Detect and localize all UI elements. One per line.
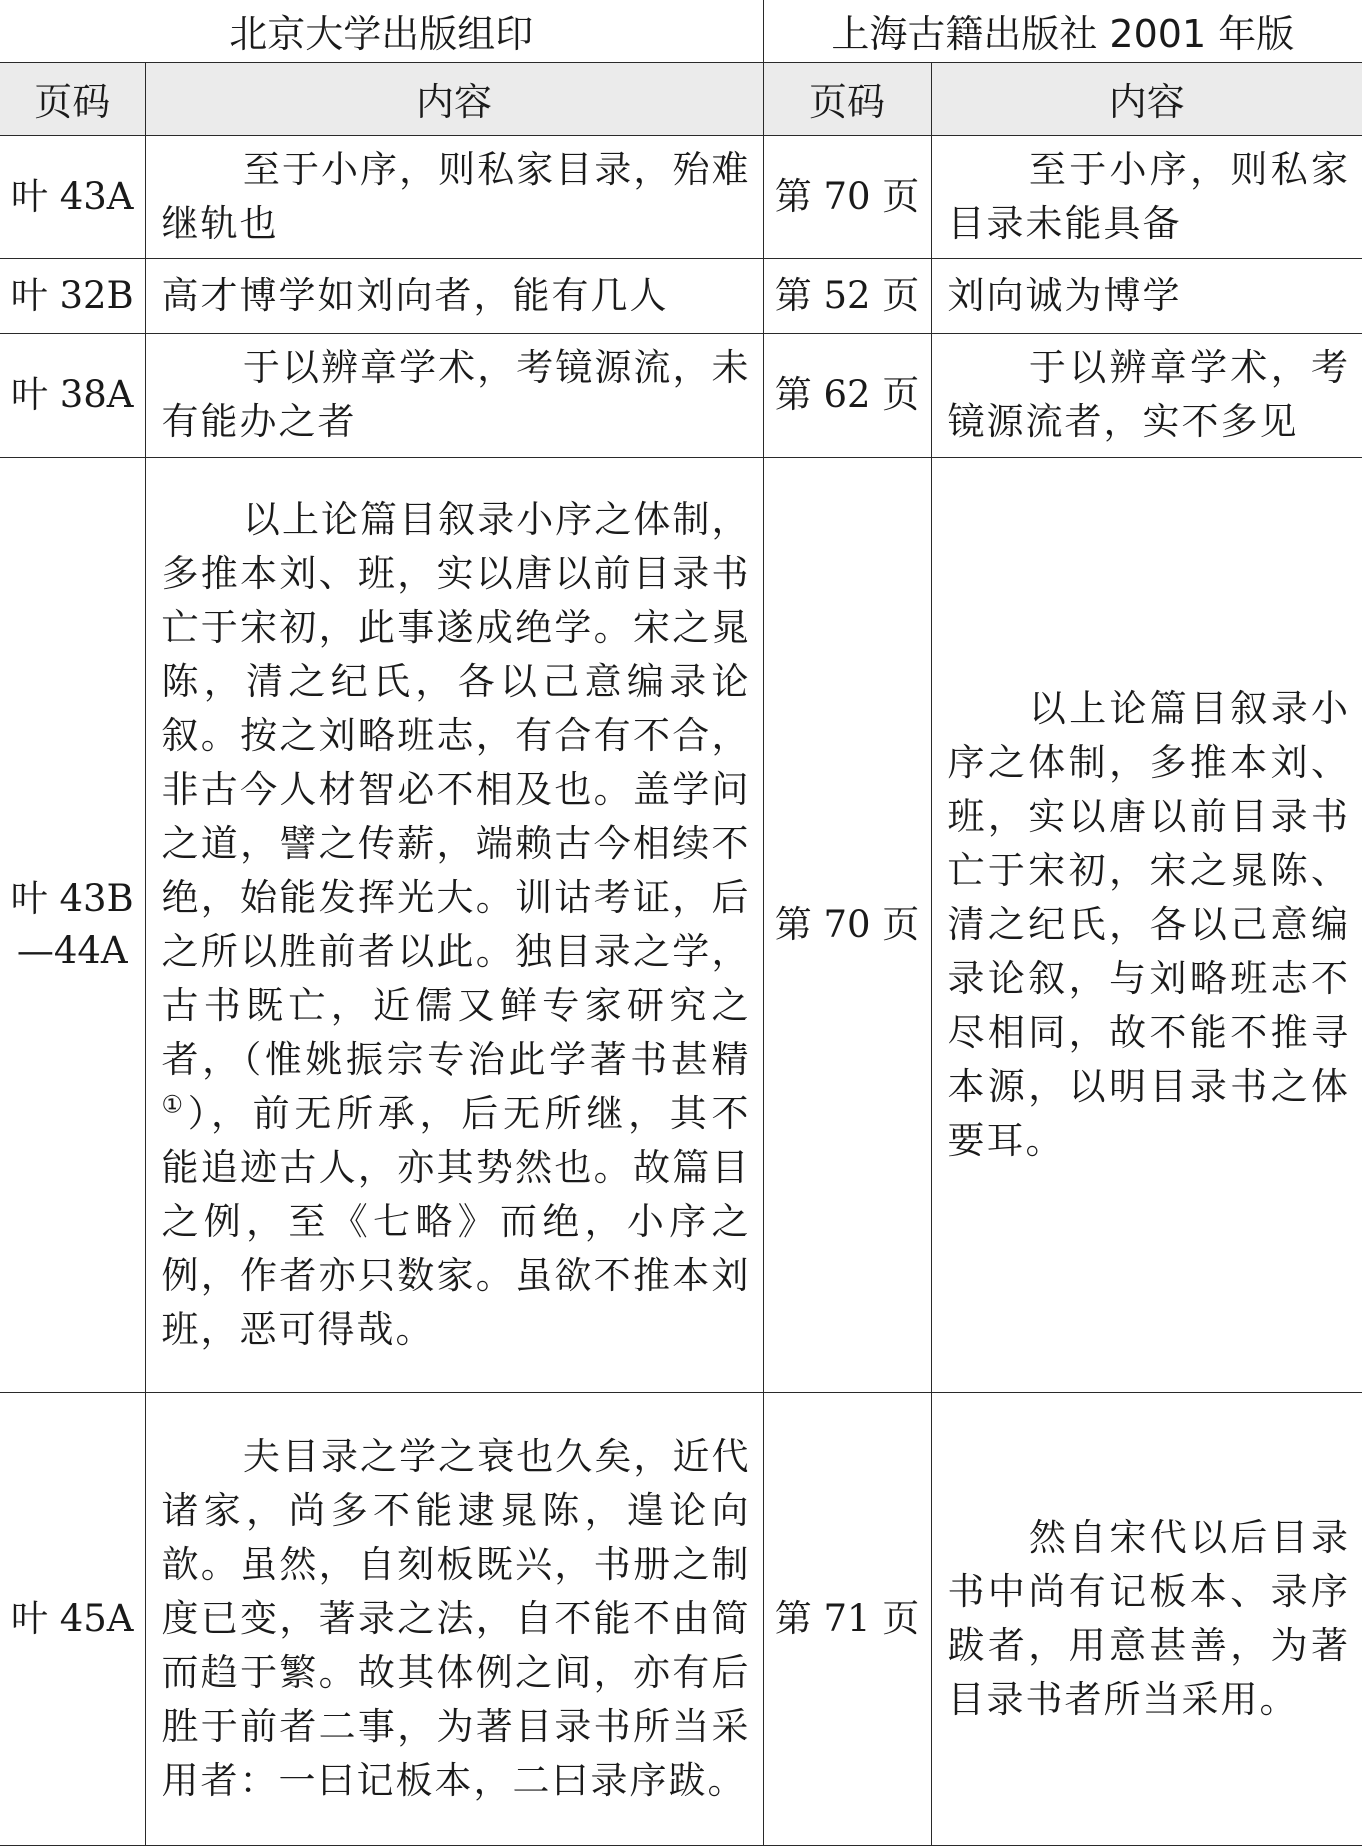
- right-content-cell: 于以辨章学术，考镜源流者，实不多见: [931, 333, 1362, 457]
- table-row: [0, 258, 1362, 333]
- left-page-cell: 叶 38A: [0, 333, 145, 457]
- left-page-cell: 叶 43A: [0, 135, 145, 258]
- header-row-groups: [0, 0, 1362, 62]
- left-page-cell: 叶 32B: [0, 258, 145, 333]
- right-content-cell: 以上论篇目叙录小序之体制，多推本刘、班，实以唐以前目录书亡于宋初，宋之晁陈、清之纪氏，各以己意编录论叙，与刘略班志不尽相同，故不能不推寻本源，以明目录书之体要耳。: [931, 457, 1362, 1392]
- left-content-part-b: ），前无所承，后无所继，其不能追迹古人，亦其势然也。故篇目之例，至《七略》而绝，小序之例，作者亦只数家。虽欲不推本刘班，恶可得哉。: [161, 1091, 751, 1351]
- header-left-content: 内容: [145, 62, 763, 135]
- header-left-page: 页码: [0, 62, 145, 135]
- header-left-edition: 北京大学出版组印: [0, 0, 763, 62]
- left-content-cell: 至于小序，则私家目录，殆难继轨也: [145, 135, 763, 258]
- header-right-page: 页码: [763, 62, 931, 135]
- right-page-cell: 第 52 页: [763, 258, 931, 333]
- left-page-line2: —44A: [16, 928, 128, 972]
- header-right-content: 内容: [931, 62, 1362, 135]
- right-page-cell: 第 70 页: [763, 135, 931, 258]
- table-row: [0, 457, 1362, 1392]
- table-row: [0, 1392, 1362, 1845]
- table-row: [0, 135, 1362, 258]
- left-content-cell: 高才博学如刘向者，能有几人: [145, 258, 763, 333]
- left-content-cell: 夫目录之学之衰也久矣，近代诸家，尚多不能逮晁陈，遑论向歆。虽然，自刻板既兴，书册之制度已变，著录之法，自不能不由简而趋于繁。故其体例之间，亦有后胜于前者二事，为著目录书所当采用者：一曰记板本，二曰录序跋。: [145, 1392, 763, 1845]
- left-page-cell: 叶 45A: [0, 1392, 145, 1845]
- left-page-line1: 叶 43B: [10, 876, 134, 920]
- header-right-edition: 上海古籍出版社 2001 年版: [763, 0, 1362, 62]
- left-content-cell: [145, 457, 763, 1392]
- right-page-cell: 第 71 页: [763, 1392, 931, 1845]
- right-content-cell: 刘向诚为博学: [931, 258, 1362, 333]
- right-content-cell: 至于小序，则私家目录未能具备: [931, 135, 1362, 258]
- header-row-columns: [0, 62, 1362, 135]
- footnote-marker[interactable]: ①: [161, 1090, 188, 1119]
- left-content-cell: 于以辨章学术，考镜源流，未有能办之者: [145, 333, 763, 457]
- left-content-part-a: 以上论篇目叙录小序之体制，多推本刘、班，实以唐以前目录书亡于宋初，此事遂成绝学。宋之晁陈，清之纪氏，各以己意编录论叙。按之刘略班志，有合有不合，非古今人材智必不相及也。盖学问之道，譬之传薪，端赖古今相续不绝，始能发挥光大。训诂考证，后之所以胜前者以此。独目录之学，古书既亡，近儒又鲜专家研究之者，（惟姚振宗专治此学著书甚精: [161, 497, 751, 1081]
- right-page-cell: 第 62 页: [763, 333, 931, 457]
- table-row: [0, 333, 1362, 457]
- right-content-cell: 然自宋代以后目录书中尚有记板本、录序跋者，用意甚善，为著目录书者所当采用。: [931, 1392, 1362, 1845]
- left-page-cell: [0, 457, 145, 1392]
- right-page-cell: 第 70 页: [763, 457, 931, 1392]
